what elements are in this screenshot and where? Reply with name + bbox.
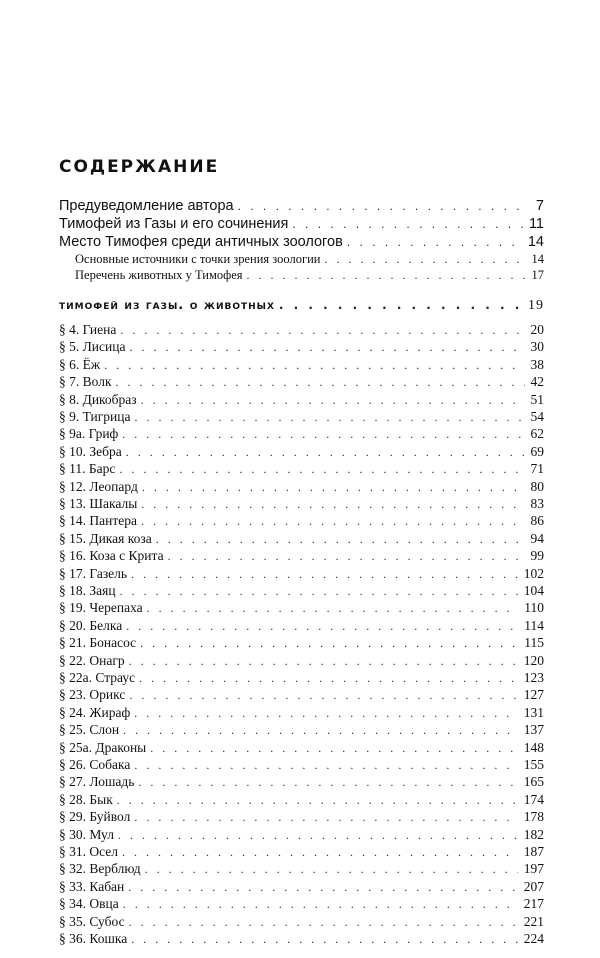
toc-entry-label: § 17. Газель [59,565,128,581]
leader-dots [129,654,518,669]
toc-entry-page: 94 [530,530,544,546]
toc-entry-label: Предуведомление автора [59,198,234,214]
toc-paragraph-entry[interactable] [59,322,544,338]
leader-dots [126,619,518,634]
toc-paragraph-entry[interactable] [59,740,544,756]
toc-entry-page: 86 [530,513,544,529]
toc-paragraph-entry[interactable] [59,809,544,825]
toc-entry-page: 14 [531,252,544,266]
toc-entry-page: 148 [523,739,544,755]
toc-entry-page: 178 [523,809,544,825]
toc-entry-label: § 30. Мул [59,826,114,842]
toc-entry-page: 197 [523,861,544,877]
leader-dots [104,358,524,373]
toc-entry-page: 20 [530,322,544,337]
toc-entry-page: 155 [523,757,544,772]
leader-dots [238,199,530,213]
toc-part-heading[interactable] [59,298,544,314]
toc-entry-label: § 9. Тигрица [59,409,131,424]
leader-dots [279,298,522,312]
toc-entry-page: 174 [523,791,544,807]
toc-entry-label: § 12. Леопард [59,478,138,494]
leader-dots [123,723,518,738]
leader-dots [292,217,523,231]
toc-entry-label: § 4. Гиена [59,322,117,337]
leader-dots [134,706,518,721]
leader-dots [131,567,518,582]
leader-dots [119,462,524,477]
toc-paragraph-entry[interactable] [59,531,544,547]
leader-dots [141,497,524,512]
leader-dots [141,393,525,408]
toc-paragraph-entry[interactable] [59,548,544,564]
toc-entry-label: § 24. Жираф [59,704,131,720]
toc-subentry-sources[interactable] [59,252,544,267]
toc-entry-page: 99 [530,548,544,564]
toc-paragraph-entry[interactable] [59,931,544,947]
toc-entry-label: § 31. Осел [59,844,119,859]
toc-paragraph-entry[interactable] [59,792,544,808]
toc-paragraph-entry[interactable] [59,861,544,877]
toc-paragraph-entry[interactable] [59,635,544,651]
toc-paragraph-entry[interactable] [59,374,544,390]
toc-entry-label: Перечень животных у Тимофея [75,268,243,282]
leader-dots [129,340,524,355]
leader-dots [118,828,518,843]
toc-paragraph-entry[interactable] [59,879,544,895]
toc-entry-page: 224 [523,931,544,946]
toc-paragraph-entry[interactable] [59,774,544,790]
toc-entry-label: § 34. Овца [59,896,119,912]
toc-paragraph-entry[interactable] [59,426,544,442]
toc-paragraph-entry[interactable] [59,757,544,773]
toc-entry-label: § 22. Онагр [59,652,125,668]
leader-dots [123,897,518,912]
leader-dots [129,688,517,703]
toc-entry-page: 120 [523,652,544,668]
toc-entry-label: § 18. Заяц [59,583,116,598]
toc-entry-page: 221 [523,913,544,929]
leader-dots [134,758,517,773]
toc-paragraph-entry[interactable] [59,896,544,912]
toc-entry-page: 11 [528,216,544,232]
toc-entry-page: 62 [530,426,544,442]
toc-entry-label: § 21. Бонасос [59,635,137,651]
toc-entry-page: 69 [530,443,544,459]
leader-dots [156,532,525,547]
toc-entry-page: 187 [523,844,544,859]
toc-paragraph-entry[interactable] [59,583,544,599]
leader-dots [129,915,518,930]
toc-paragraph-entry[interactable] [59,687,544,703]
leader-dots [150,741,518,756]
toc-subentry-animal-list[interactable] [59,268,544,283]
toc-paragraph-entry[interactable] [59,914,544,930]
toc-paragraph-entry[interactable] [59,357,544,373]
leader-dots [120,323,524,338]
toc-paragraph-entry[interactable] [59,670,544,686]
toc-entry-page: 17 [531,268,544,282]
toc-entry-label: Место Тимофея среди античных зоологов [59,234,343,250]
toc-entry-page: 51 [530,391,544,407]
toc-entry-label: § 22а. Страус [59,670,136,685]
toc-paragraph-entry[interactable] [59,653,544,669]
toc-entry-label: § 23. Орикс [59,687,126,703]
leader-dots [117,793,518,808]
toc-entry-label: § 29. Буйвол [59,809,131,825]
toc-entry-page: 54 [530,409,544,424]
toc-entry-page: 165 [523,774,544,790]
toc-entry-label: § 5. Лисица [59,339,126,355]
toc-paragraph-entry[interactable] [59,722,544,738]
toc-entry-label: § 19. Черепаха [59,600,143,616]
leader-dots [131,932,518,947]
toc-paragraph-entry[interactable] [59,409,544,425]
toc-entry-label: § 11. Барс [59,461,116,477]
toc-paragraph-entry[interactable] [59,827,544,843]
toc-entry-page: 207 [523,878,544,894]
toc-entry-page: 110 [524,600,544,616]
toc-paragraph-entry[interactable] [59,496,544,512]
toc-entry-page: 182 [523,826,544,842]
toc-paragraph-entry[interactable] [59,339,544,355]
toc-entry-label: § 8. Дикобраз [59,391,137,407]
leader-dots [116,375,525,390]
toc-entry-label: § 27. Лошадь [59,774,135,790]
leader-dots [247,268,526,283]
toc-entry-label: § 32. Верблюд [59,861,141,877]
leader-dots [134,810,517,825]
toc-entry-page: 217 [523,896,544,912]
toc-entry-page: 115 [524,635,544,651]
toc-entry-label: § 16. Коза с Крита [59,548,164,564]
toc-entry-label: Основные источники с точки зрения зоологии [75,252,321,266]
toc-entry-page: 38 [530,356,544,372]
leader-dots [139,671,518,686]
toc-entry-page: 19 [528,298,544,313]
leader-dots [140,636,518,651]
toc-entry-label: Тимофей из Газы и его сочинения [59,216,289,232]
toc-part-label: тимофей из газы. о животных [59,298,275,313]
leader-dots [145,862,518,877]
toc-paragraph-entry[interactable] [59,444,544,460]
toc-entry-timothy-place[interactable] [59,234,544,250]
toc-entry-page: 102 [523,565,544,581]
leader-dots [122,427,524,442]
page-title: содержание [59,150,220,178]
leader-dots [168,549,525,564]
toc-paragraph-entry[interactable] [59,479,544,495]
toc-entry-page: 80 [530,478,544,494]
leader-dots [147,601,519,616]
leader-dots [347,235,522,249]
toc-entry-label: § 14. Пантера [59,513,137,529]
toc-paragraph-entry[interactable] [59,618,544,634]
toc-entry-label: § 25. Слон [59,722,120,738]
toc-entry-page: 123 [523,670,544,685]
toc-entry-page: 131 [523,704,544,720]
toc-entry-label: § 9а. Гриф [59,426,119,442]
toc-paragraph-entry[interactable] [59,461,544,477]
toc-paragraph-entry[interactable] [59,600,544,616]
toc-paragraph-entry[interactable] [59,705,544,721]
toc-paragraph-entry[interactable] [59,844,544,860]
toc-entry-page: 71 [530,461,544,477]
leader-dots [138,775,517,790]
toc-entry-preface[interactable] [59,198,544,214]
toc-entry-label: § 26. Собака [59,757,131,772]
toc-paragraph-entry[interactable] [59,513,544,529]
toc-entry-page: 104 [523,583,544,598]
toc-entry-label: § 36. Кошка [59,931,128,946]
toc-entry-label: § 7. Волк [59,374,112,390]
toc-entry-label: § 15. Дикая коза [59,530,152,546]
toc-entry-timothy-works[interactable] [59,216,544,232]
toc-entry-label: § 10. Зебра [59,443,122,459]
leader-dots [120,584,518,599]
toc-entry-label: § 28. Бык [59,791,113,807]
toc-entry-page: 127 [523,687,544,703]
toc-entry-label: § 20. Белка [59,617,123,633]
leader-dots [128,880,517,895]
toc-entry-page: 137 [523,722,544,738]
toc-entry-label: § 25а. Драконы [59,739,147,755]
toc-entry-label: § 35. Субос [59,913,125,929]
toc-entry-page: 14 [527,234,544,250]
leader-dots [142,480,525,495]
toc-entry-page: 114 [524,617,544,633]
toc-entry-label: § 33. Кабан [59,878,125,894]
toc-entry-page: 83 [530,496,544,511]
leader-dots [122,845,518,860]
leader-dots [324,252,525,267]
leader-dots [141,514,525,529]
toc-entry-page: 42 [530,374,544,390]
toc-entry-label: § 13. Шакалы [59,496,138,511]
toc-paragraph-entry[interactable] [59,392,544,408]
leader-dots [126,445,525,460]
leader-dots [135,410,525,425]
toc-entry-page: 30 [530,339,544,355]
toc-paragraph-entry[interactable] [59,566,544,582]
toc-entry-label: § 6. Ёж [59,356,101,372]
toc-entry-page: 7 [535,198,544,214]
